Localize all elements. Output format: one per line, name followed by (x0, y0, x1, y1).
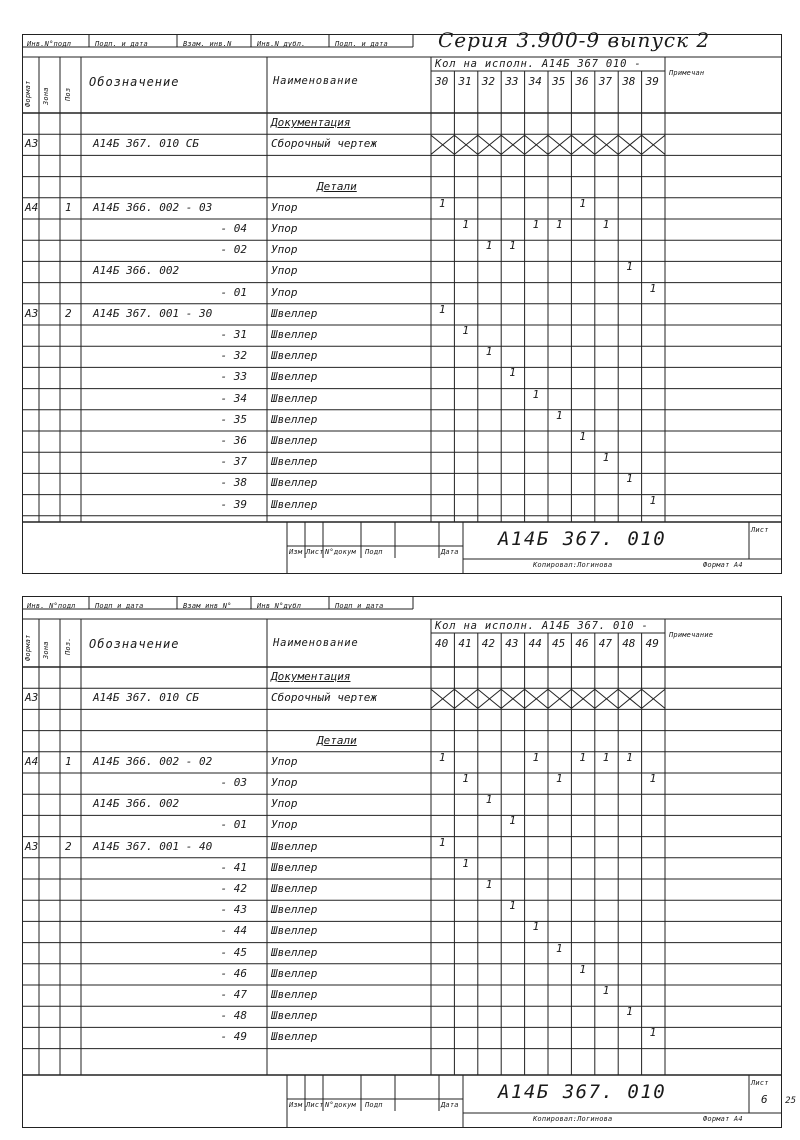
row-designation: А14Б 366. 002 - 02 (93, 754, 213, 768)
stamp-sign-date: Подп. и дата (95, 40, 148, 48)
row-designation: - 49 (220, 1030, 247, 1044)
col-header-format: Формат (24, 634, 32, 661)
tb-sheet-label: Лист (751, 526, 769, 534)
row-designation: - 45 (220, 945, 247, 959)
row-designation: - 32 (220, 349, 247, 363)
tb-format: Формат А4 (703, 1115, 743, 1123)
tb-format: Формат А4 (703, 561, 743, 569)
qty-mark: 1 (579, 430, 587, 443)
qty-mark: 1 (509, 899, 516, 913)
tb-doc-no: N°докум (325, 1101, 356, 1109)
variant-header: 35 (552, 75, 566, 88)
qty-mark: 1 (532, 750, 540, 764)
variant-header: 31 (458, 75, 472, 88)
variant-header: 48 (622, 637, 636, 650)
grid-lines-top (23, 35, 781, 573)
qty-mark: 1 (485, 878, 493, 891)
row-name: Швеллер (271, 370, 318, 384)
variant-header: 44 (528, 637, 542, 650)
qty-mark: 1 (602, 451, 610, 465)
spec-sheet-bottom (22, 596, 782, 1128)
stamp-inv-dubl: Инв.N дубл. (257, 40, 306, 48)
stamp-sign-date2: Подп. и дата (335, 40, 388, 48)
tb-list: Лист (306, 1101, 324, 1109)
row-pos: 1 (65, 754, 72, 768)
series-title: Серия 3.900-9 выпуск 2 (438, 28, 711, 52)
qty-mark: 1 (485, 345, 493, 359)
section-heading: Детали (317, 733, 357, 747)
row-designation: - 41 (220, 860, 247, 874)
qty-mark: 1 (439, 835, 446, 849)
row-name: Упор (271, 285, 298, 299)
row-format: А3 (25, 306, 39, 320)
qty-mark: 1 (439, 750, 446, 764)
row-designation: - 47 (220, 988, 247, 1001)
row-name: Швеллер (271, 328, 318, 341)
row-designation: - 37 (220, 455, 247, 469)
qty-mark: 1 (602, 984, 610, 997)
variant-header: 39 (645, 75, 659, 88)
tb-list: Лист (306, 548, 324, 556)
row-pos: 2 (65, 306, 72, 320)
row-name: Швеллер (271, 839, 318, 853)
row-designation: - 31 (220, 328, 247, 341)
col-header-name: Наименование (273, 637, 359, 649)
qty-mark: 1 (579, 750, 587, 764)
row-name: Швеллер (271, 966, 318, 980)
tb-date: Дата (441, 548, 459, 556)
tb-sign: Подп (365, 1101, 383, 1109)
variant-header: 34 (528, 75, 542, 88)
col-header-name: Наименование (273, 75, 359, 87)
row-designation: А14Б 367. 001 - 30 (93, 306, 213, 320)
variant-header: 42 (481, 637, 496, 650)
row-name: Упор (271, 818, 298, 832)
col-header-qty: Кол на исполн. А14Б 367 010 - (435, 58, 642, 70)
section-heading: Документация (271, 670, 351, 683)
qty-mark: 1 (485, 793, 493, 807)
row-name: Швеллер (271, 391, 318, 405)
variant-header: 47 (598, 637, 613, 650)
col-header-pos: Поз. (64, 637, 72, 655)
col-header-note: Примечание (669, 631, 714, 639)
variant-header: 49 (645, 637, 659, 650)
stamp-sign-date2: Подп и дата (335, 602, 384, 610)
row-name: Швеллер (271, 1009, 318, 1023)
row-format: А3 (25, 691, 39, 705)
row-name: Упор (271, 797, 298, 811)
variant-header: 32 (481, 75, 496, 88)
spec-sheet-top (22, 34, 782, 574)
qty-mark: 1 (649, 1026, 657, 1040)
tb-izm: Изм (289, 1101, 303, 1109)
qty-mark: 1 (602, 750, 610, 764)
qty-mark: 1 (439, 196, 446, 210)
row-designation: - 46 (220, 966, 247, 980)
row-name: Сборочный чертеж (271, 691, 377, 705)
row-name: Швеллер (271, 988, 318, 1001)
row-designation: - 43 (220, 903, 247, 917)
row-name: Упор (271, 776, 298, 789)
row-designation: А14Б 366. 002 (93, 264, 180, 278)
qty-mark: 1 (532, 218, 540, 231)
tb-code: А14Б 367. 010 (498, 528, 667, 550)
qty-mark: 1 (439, 302, 446, 316)
row-designation: - 39 (220, 497, 247, 511)
col-header-qty: Кол на исполн. А14Б 367. 010 - (435, 620, 649, 632)
col-header-pos: Поз (64, 87, 72, 101)
grid-lines-bottom (23, 597, 781, 1127)
stamp-inv-no: Инв. N°подл (27, 602, 76, 610)
row-designation: - 03 (220, 776, 247, 789)
qty-mark: 1 (626, 472, 633, 486)
row-name: Упор (271, 264, 298, 278)
row-designation: - 48 (220, 1009, 247, 1023)
row-designation: - 34 (220, 391, 247, 405)
qty-mark: 1 (462, 218, 470, 231)
stamp-inv-dubl: Инв N°дубл (257, 602, 302, 610)
row-name: Швеллер (271, 497, 318, 511)
stamp-sign-date: Подп и дата (95, 602, 144, 610)
qty-mark: 1 (626, 750, 633, 764)
row-name: Швеллер (271, 306, 318, 320)
qty-mark: 1 (532, 387, 540, 401)
qty-mark: 1 (532, 920, 540, 934)
row-designation: - 01 (220, 818, 247, 832)
variant-header: 36 (575, 75, 589, 88)
col-header-designation: Обозначение (89, 75, 180, 89)
variant-header: 38 (622, 75, 636, 88)
variant-header: 37 (598, 75, 613, 88)
row-name: Упор (271, 243, 298, 257)
variant-header: 45 (552, 637, 566, 650)
page-edge-mark: 25 (785, 1096, 796, 1106)
variant-header: 46 (575, 637, 589, 650)
row-name: Швеллер (271, 434, 318, 447)
variant-header: 30 (435, 75, 449, 88)
qty-mark: 1 (509, 239, 516, 253)
row-name: Швеллер (271, 349, 318, 363)
col-header-designation: Обозначение (89, 637, 180, 651)
section-heading: Документация (271, 116, 351, 129)
qty-mark: 1 (462, 856, 470, 870)
variant-header: 33 (505, 75, 519, 88)
qty-mark: 1 (462, 324, 470, 337)
qty-mark: 1 (649, 772, 657, 785)
tb-doc-no: N°докум (325, 548, 356, 556)
qty-mark: 1 (649, 493, 657, 507)
stamp-vzam: Взам. инв.N (183, 40, 232, 48)
section-heading: Детали (317, 179, 357, 193)
row-designation: А14Б 367. 010 СБ (93, 691, 199, 705)
row-designation: - 44 (220, 924, 247, 938)
row-name: Швеллер (271, 924, 318, 938)
row-designation: - 36 (220, 434, 247, 447)
row-name: Сборочный чертеж (271, 137, 377, 151)
qty-mark: 1 (556, 218, 563, 231)
row-name: Швеллер (271, 1030, 318, 1044)
row-designation: А14Б 367. 001 - 40 (93, 839, 213, 853)
tb-copied: Копировал:Логинова (533, 561, 613, 569)
row-name: Швеллер (271, 860, 318, 874)
col-header-note: Примечан (669, 69, 705, 77)
row-designation: А14Б 366. 002 (93, 797, 180, 811)
variant-header: 41 (458, 637, 472, 650)
row-pos: 2 (65, 839, 72, 853)
row-pos: 1 (65, 200, 72, 214)
row-designation: - 42 (220, 882, 247, 895)
row-name: Упор (271, 754, 298, 768)
row-designation: - 33 (220, 370, 247, 384)
row-name: Швеллер (271, 903, 318, 917)
stamp-inv-no: Инв.N°подл (27, 40, 72, 48)
row-name: Упор (271, 222, 298, 235)
row-designation: А14Б 367. 010 СБ (93, 137, 199, 151)
qty-mark: 1 (462, 772, 470, 785)
qty-mark: 1 (509, 366, 516, 380)
row-designation: А14Б 366. 002 - 03 (93, 200, 213, 214)
row-name: Швеллер (271, 455, 318, 469)
row-designation: - 38 (220, 476, 247, 490)
tb-copied: Копировал:Логинова (533, 1115, 613, 1123)
row-format: А4 (25, 754, 39, 768)
qty-mark: 1 (602, 218, 610, 231)
qty-mark: 1 (579, 196, 587, 210)
qty-mark: 1 (556, 772, 563, 785)
row-name: Швеллер (271, 476, 318, 490)
row-format: А3 (25, 137, 39, 151)
tb-sheet-label: Лист (751, 1079, 769, 1087)
qty-mark: 1 (626, 1005, 633, 1019)
qty-mark: 1 (649, 281, 657, 295)
stamp-vzam: Взам инв N° (183, 602, 232, 610)
tb-sheet-no: 6 (761, 1093, 768, 1106)
row-name: Швеллер (271, 945, 318, 959)
qty-mark: 1 (485, 239, 493, 253)
tb-date: Дата (441, 1101, 459, 1109)
row-format: А4 (25, 200, 39, 214)
qty-mark: 1 (626, 260, 633, 274)
row-designation: - 01 (220, 285, 247, 299)
qty-mark: 1 (556, 941, 563, 955)
row-name: Швеллер (271, 882, 318, 895)
row-designation: - 35 (220, 412, 247, 426)
row-format: А3 (25, 839, 39, 853)
row-designation: - 02 (220, 243, 247, 257)
tb-izm: Изм (289, 548, 303, 556)
qty-mark: 1 (509, 814, 516, 828)
col-header-format: Формат (24, 80, 32, 107)
col-header-zone: Зона (42, 641, 50, 659)
row-designation: - 04 (220, 222, 247, 235)
col-header-zone: Зона (42, 87, 50, 105)
row-name: Упор (271, 200, 298, 214)
tb-sign: Подп (365, 548, 383, 556)
qty-mark: 1 (579, 962, 587, 976)
variant-header: 43 (505, 637, 519, 650)
qty-mark: 1 (556, 408, 563, 422)
row-name: Швеллер (271, 412, 318, 426)
variant-header: 40 (435, 637, 449, 650)
tb-code: А14Б 367. 010 (498, 1081, 667, 1103)
